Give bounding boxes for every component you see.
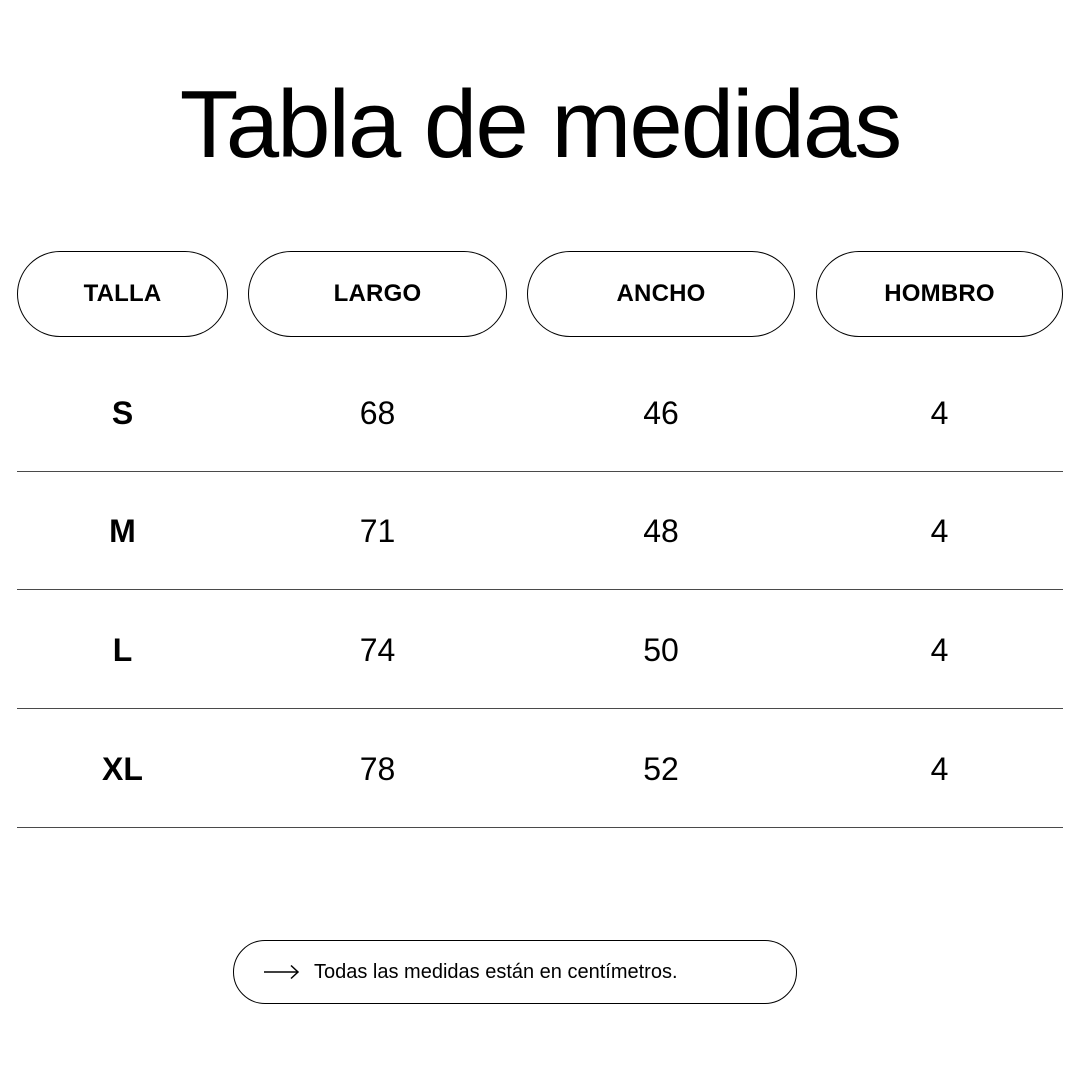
cell-hombro: 4 <box>930 631 949 668</box>
cell-hombro: 4 <box>930 512 949 549</box>
cell-talla: S <box>111 394 134 431</box>
cell-ancho: 50 <box>643 631 679 668</box>
cell-largo: 74 <box>359 631 396 668</box>
cell-largo: 78 <box>359 750 396 787</box>
units-note <box>233 940 797 1004</box>
table-row <box>17 591 1063 709</box>
cell-talla: XL <box>102 750 143 787</box>
header-largo: LARGO <box>248 251 507 337</box>
header-hombro: HOMBRO <box>816 251 1063 337</box>
page-title: Tabla de medidas <box>179 71 901 178</box>
cell-talla: L <box>112 631 133 668</box>
units-note-text: Todas las medidas están en centímetros. <box>314 960 678 983</box>
table-row <box>17 472 1063 590</box>
header-talla: TALLA <box>17 251 228 337</box>
row-divider <box>17 589 1063 590</box>
cell-largo: 68 <box>359 394 396 431</box>
cell-ancho: 52 <box>643 750 679 787</box>
table-row <box>17 710 1063 828</box>
cell-largo: 71 <box>359 512 396 549</box>
cell-ancho: 48 <box>643 512 679 549</box>
arrow-right-icon <box>264 964 300 980</box>
cell-talla: M <box>109 512 136 549</box>
table-row <box>17 354 1063 472</box>
cell-hombro: 4 <box>930 394 949 431</box>
cell-ancho: 46 <box>643 394 679 431</box>
row-divider <box>17 708 1063 709</box>
row-divider <box>17 827 1063 828</box>
cell-hombro: 4 <box>930 750 949 787</box>
header-ancho: ANCHO <box>527 251 795 337</box>
